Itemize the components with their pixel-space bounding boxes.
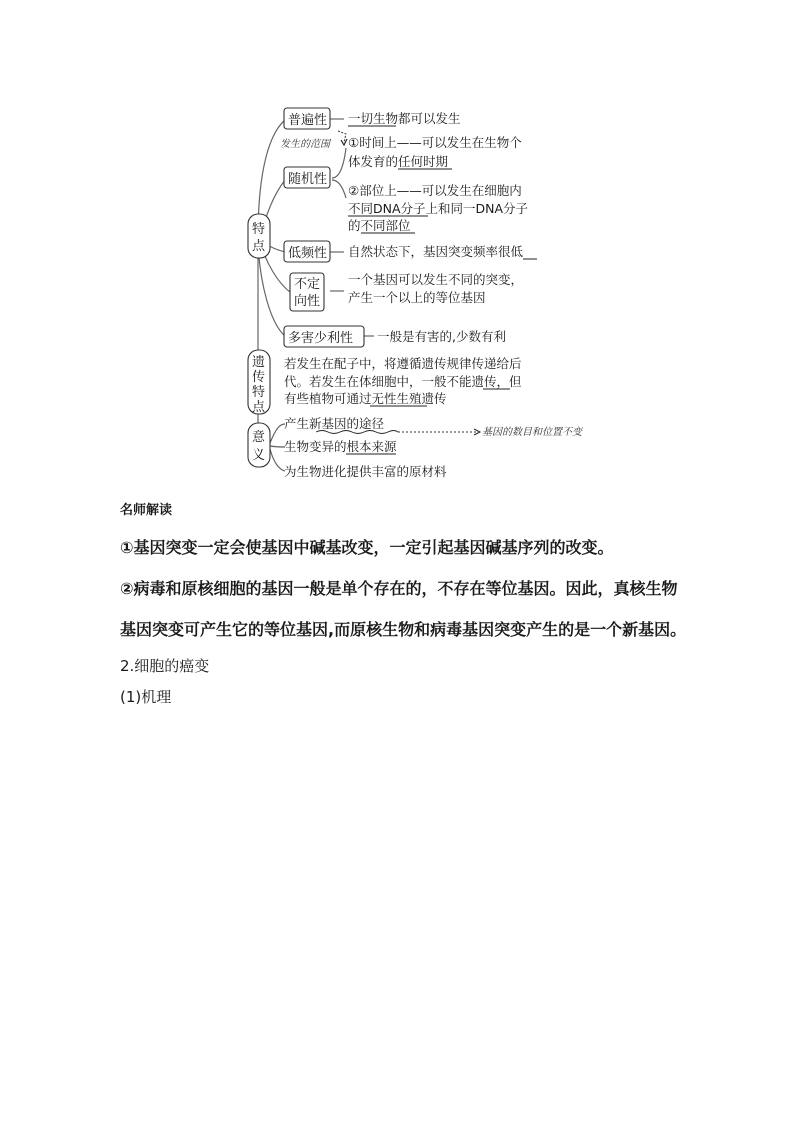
desc-heredity-l3-prefix: 有些植物可通过 (284, 391, 372, 406)
feature-box-nondirectional (290, 273, 324, 311)
desc-heredity-l2-suffix: ，但 (496, 374, 522, 389)
desc-low-frequency-prefix: 自然状态下，基因突变频率很 (348, 244, 511, 259)
feature-label-mostly-harmful: 多害少利性 (288, 331, 354, 346)
desc-randomness-p2-l2-suffix: 上和同一DNA分子 (425, 201, 529, 216)
desc-nondirectional (348, 272, 523, 305)
notes-label: 名师解读 (120, 503, 173, 518)
note-2-line-1: ②病毒和原核细胞的基因一般是单个存在的，不存在等位基因。因此，真核生物 (120, 579, 678, 598)
feature-box-mostly-harmful (284, 326, 364, 347)
category-label-heredity-2: 传 (252, 370, 266, 385)
category-label-significance-2: 义 (252, 448, 266, 463)
category-label-significance-1: 意 (252, 430, 266, 445)
desc-universality-text: 一切生物都可以发生 (348, 111, 461, 126)
desc-heredity-l3-suffix: 遗传 (421, 391, 447, 406)
category-box-significance (248, 423, 270, 467)
desc-nondirectional-l2: 产生一个以上的等位基因 (348, 290, 486, 305)
desc-randomness-p2-l3-prefix: 的 (348, 218, 361, 233)
desc-heredity-l2 (284, 374, 522, 389)
desc-significance-item1 (284, 416, 385, 431)
desc-significance-item1-prefix: 产生新 (284, 416, 322, 431)
desc-significance-item2 (284, 439, 397, 454)
category-label-features-2: 点 (252, 239, 266, 254)
feature-label-nondirectional-line2: 向性 (294, 294, 321, 309)
desc-significance-item2-ul: 根本来源 (346, 439, 397, 454)
desc-significance-item1-ul: 基因的途径 (321, 416, 385, 431)
desc-randomness-p2-l3 (348, 218, 411, 233)
desc-significance-item2-prefix: 生物变异的 (284, 439, 347, 454)
desc-randomness-p1-l2-ul: 任何时期 (398, 154, 449, 169)
desc-randomness-p2-l3-ul: 不同部位 (360, 218, 411, 233)
category-label-heredity-3: 特 (252, 385, 266, 400)
desc-low-frequency (348, 244, 537, 259)
note-1: ①基因突变一定会使基因中碱基改变，一定引起基因碱基序列的改变。 (120, 538, 614, 557)
desc-randomness-p2-l2-ul: 不同DNA分子 (348, 201, 426, 216)
category-label-heredity-1: 遗 (252, 355, 266, 370)
feature-label-universality: 普遍性 (288, 113, 328, 128)
desc-heredity-l2-prefix: 代。若发生在体细胞中，一般不能 (284, 374, 472, 389)
category-box-heredity (248, 350, 270, 415)
desc-randomness-p1-l2-prefix: 体发育的 (348, 154, 399, 169)
note-2-line-2: 基因突变可产生它的等位基因,而原核生物和病毒基因突变产生的是一个新基因。 (120, 620, 687, 639)
feature-box-universality (284, 108, 330, 129)
concept-map-gene-mutation (240, 98, 582, 486)
desc-significance-item3: 为生物进化提供丰富的原材料 (284, 464, 447, 479)
section-heading: 2.细胞的癌变 (120, 657, 210, 675)
desc-heredity-l1: 若发生在配子中，将遵循遗传规律传递给后 (284, 356, 522, 371)
handnote-gene-count: 基因的数目和位置不变 (482, 427, 582, 438)
desc-randomness (348, 135, 528, 233)
desc-significance (284, 416, 584, 479)
category-label-heredity-4: 点 (252, 400, 266, 415)
desc-heredity-l3 (284, 391, 447, 406)
feature-box-low-frequency (284, 241, 330, 262)
desc-heredity (284, 356, 522, 406)
desc-randomness-p2-l2 (348, 201, 528, 216)
desc-heredity-l3-ul: 无性生殖 (371, 391, 422, 406)
subsection-heading: (1)机理 (120, 688, 172, 706)
desc-universality (348, 111, 461, 126)
feature-box-randomness (284, 167, 330, 188)
desc-low-frequency-text (348, 244, 524, 259)
feature-label-low-frequency: 低频性 (288, 246, 328, 261)
desc-randomness-p1-l1: ①时间上——可以发生在生物个 (348, 135, 522, 150)
desc-randomness-p2-l1: ②部位上——可以发生在细胞内 (348, 183, 522, 198)
desc-randomness-p1-l2 (348, 154, 449, 169)
desc-nondirectional-l1: 一个基因可以发生不同的突变， (348, 272, 524, 287)
category-label-features-1: 特 (252, 222, 266, 237)
handnote-range: 发生的范围 (280, 139, 330, 150)
feature-label-randomness: 随机性 (288, 172, 328, 187)
category-box-features (248, 214, 270, 258)
desc-low-frequency-ul: 低 (510, 244, 524, 259)
desc-mostly-harmful: 一般是有害的,少数有利 (377, 329, 506, 344)
desc-heredity-l2-ul: 遗传 (471, 374, 497, 389)
feature-label-nondirectional-line1: 不定 (294, 277, 321, 292)
